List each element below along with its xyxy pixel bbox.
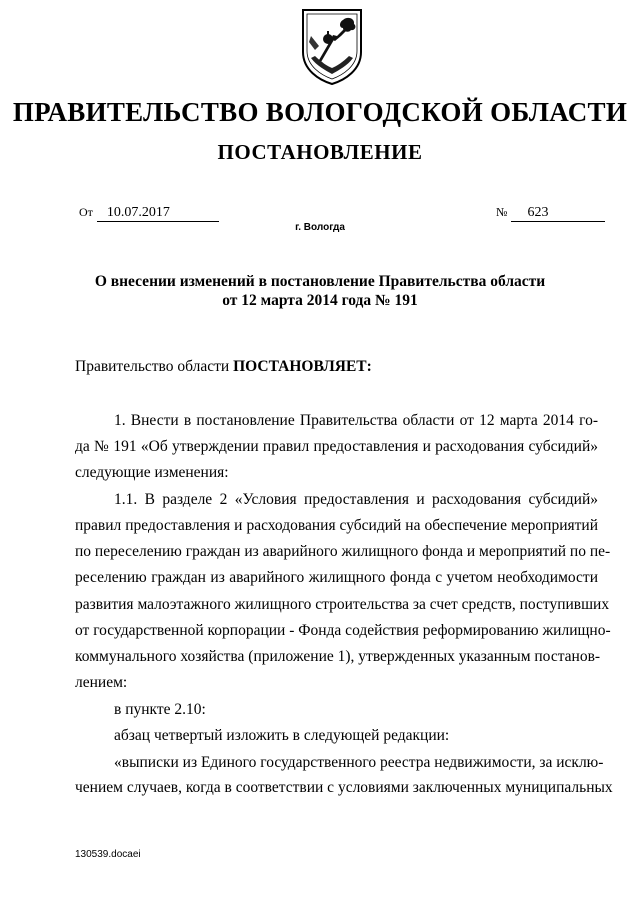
date-value: 10.07.2017	[97, 205, 219, 222]
body-line: «выписки из Единого государственного реестра недвижимости, за исклю-	[114, 754, 604, 771]
number-value: 623	[511, 205, 605, 222]
date-label: От	[79, 205, 93, 219]
subject-line-2: от 12 марта 2014 года № 191	[222, 292, 418, 309]
body-line: 1. Внести в постановление Правительства области от 12 марта 2014 го-	[114, 412, 598, 429]
document-type: ПОСТАНОВЛЕНИЕ	[217, 140, 423, 164]
preamble	[75, 357, 372, 377]
body-line: следующие изменения:	[75, 464, 229, 481]
coat-of-arms-emblem	[297, 6, 367, 86]
body-line: правил предоставления и расходования субсидий на обеспечение мероприятий	[75, 517, 598, 534]
document-number	[496, 205, 605, 222]
document-subject	[0, 272, 640, 310]
body-line: в пункте 2.10:	[114, 701, 206, 718]
preamble-text: Правительство области	[75, 358, 234, 375]
government-title: ПРАВИТЕЛЬСТВО ВОЛОГОДСКОЙ ОБЛАСТИ	[12, 97, 628, 127]
body-line: реселению граждан из аварийного жилищного фонда с учетом необходимости	[75, 569, 598, 586]
document-date	[79, 205, 219, 222]
body-line: коммунального хозяйства (приложение 1), утвержденных указанным постанов-	[75, 648, 601, 665]
body-line: абзац четвертый изложить в следующей редакции:	[114, 727, 450, 744]
body-line: чением случаев, когда в соответствии с условиями заключенных муниципальных	[75, 779, 613, 796]
body-line: от государственной корпорации - Фонда содействия реформированию жилищно-	[75, 622, 611, 639]
number-label: №	[496, 205, 508, 219]
body-line: по переселению граждан из аварийного жилищного фонда и мероприятий по пе-	[75, 543, 611, 560]
body-line: да № 191 «Об утверждении правил предоставления и расходования субсидий»	[75, 438, 598, 455]
body-line: 1.1. В разделе 2 «Условия предоставления и расходования субсидий»	[114, 491, 598, 508]
body-line: лением:	[75, 674, 128, 691]
city-label: г. Вологда	[295, 222, 345, 233]
subject-line-1: О внесении изменений в постановление Правительства области	[94, 273, 546, 290]
body-line: развития малоэтажного жилищного строительства за счет средств, поступивших	[75, 596, 610, 613]
preamble-decree: ПОСТАНОВЛЯЕТ:	[233, 358, 372, 375]
file-name-footer: 130539.docaei	[75, 849, 141, 860]
